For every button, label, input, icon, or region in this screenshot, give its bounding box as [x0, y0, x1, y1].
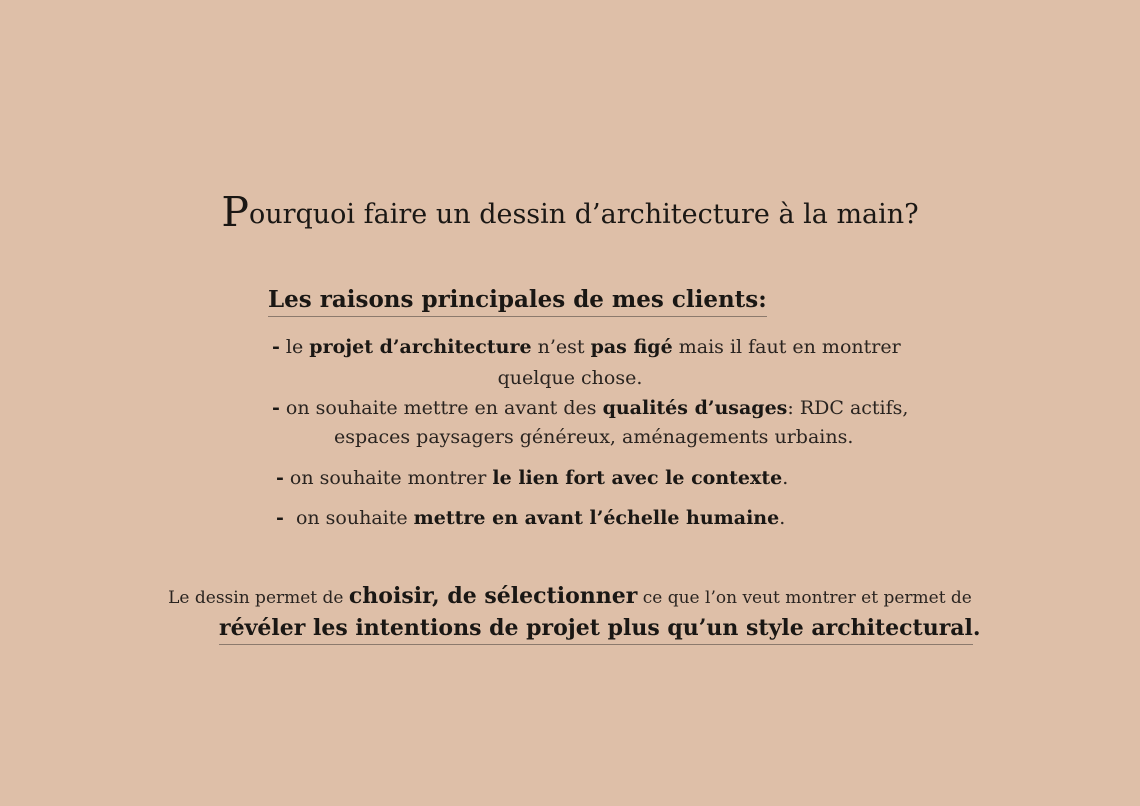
reason-emphasis: le lien fort avec le contexte [492, 467, 783, 489]
conclusion-emphasis: choisir, de sélectionner [348, 583, 638, 609]
title-rest: ourquoi faire un dessin d’architecture à la main? [248, 199, 919, 230]
bullet-dash: - [272, 397, 280, 419]
reason-3 [276, 467, 788, 489]
reason-1-line-1 [272, 336, 901, 358]
conclusion-underlined: révéler les intentions de projet plus qu’un style architectural [219, 615, 973, 645]
reason-emphasis: projet d’architecture [309, 336, 532, 358]
reason-text: on souhaite mettre en avant des [279, 397, 603, 419]
reason-text: on souhaite montrer [283, 467, 493, 489]
page-title [0, 188, 1140, 236]
reason-text: : RDC actifs, [787, 397, 909, 419]
reason-text: on souhaite [283, 507, 414, 529]
reason-text: . [779, 507, 786, 529]
bullet-dash: - [276, 467, 284, 489]
reason-text: n’est [531, 336, 591, 358]
reason-emphasis: mettre en avant l’échelle humaine [413, 507, 780, 529]
bullet-dash: - [276, 507, 284, 529]
reason-2-line-1 [272, 397, 908, 419]
reason-4 [276, 507, 785, 529]
bullet-dash: - [272, 336, 280, 358]
reason-emphasis: pas figé [590, 336, 673, 358]
reason-text: le [279, 336, 310, 358]
conclusion-line-1 [0, 583, 1140, 609]
reason-text: mais il faut en montrer [672, 336, 901, 358]
conclusion-text: Le dessin permet de [168, 588, 349, 608]
reason-1-line-2: quelque chose. [497, 367, 643, 389]
conclusion-period: . [972, 615, 981, 641]
conclusion-text: ce que l’on veut montrer et permet de [637, 588, 972, 608]
reason-text: . [782, 467, 789, 489]
conclusion-line-2 [219, 615, 981, 641]
section-subtitle: Les raisons principales de mes clients: [268, 286, 767, 317]
reason-2-line-2: espaces paysagers généreux, aménagements urbains. [334, 426, 854, 448]
reason-emphasis: qualités d’usages [602, 397, 788, 419]
title-initial: P [221, 188, 249, 236]
